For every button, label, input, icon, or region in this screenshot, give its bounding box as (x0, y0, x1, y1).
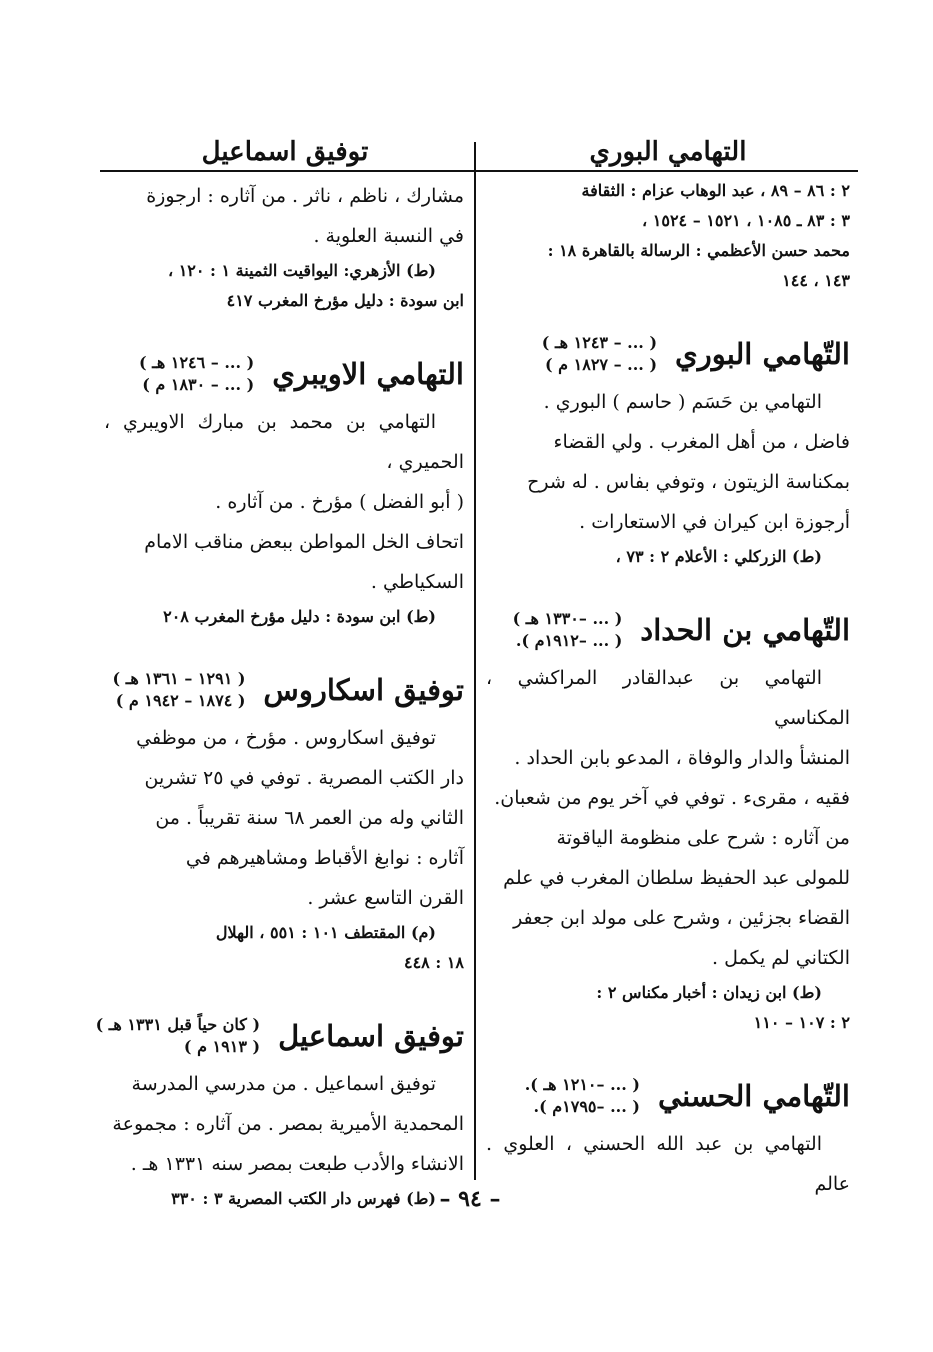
ref-line: ٢ : ٨٦ – ٨٩ ، عبد الوهاب عزام : الثقافة (581, 181, 850, 200)
entry-tawfiq-iskarus (104, 662, 464, 978)
entry-body-line: المنشأ والدار والوفاة ، المدعو بابن الحداد . (514, 747, 850, 769)
entry-body-line: أرجوزة ابن كيران في الاستعارات . (579, 511, 850, 533)
entry-ref-line: (ط) ابن زيدان : أخبار مكناس ٢ : (596, 983, 822, 1002)
entry-heading (104, 662, 464, 718)
column-divider (474, 142, 476, 1180)
entry-heading (486, 326, 850, 382)
entry-heading (95, 1008, 464, 1064)
left-column (95, 176, 464, 1214)
entry-headword: التّهامي بن الحداد (640, 613, 850, 647)
header-rule (100, 170, 858, 172)
entry-headword: التّهامي البوري (675, 337, 850, 371)
entry-heading (486, 1068, 850, 1124)
dates-hijri: ( كان حياً قبل ١٣٣١ هـ ) (95, 1015, 261, 1034)
entry-body-line: بمكناسة الزيتون ، وتوفي بفاس . له شرح (527, 471, 850, 493)
entry-body-line: الكتاني لم يكمل . (712, 947, 850, 969)
entry-ref-line: (ط) الزركلي : الأعلام ٢ : ٧٣ ، (615, 547, 822, 566)
ref-line: ابن سودة : دليل مؤرخ المغرب ٤١٧ (226, 291, 464, 310)
ref-line: (ط) الأزهري: اليواقيت الثمينة ١ : ١٢٠ ، (167, 261, 436, 280)
dates-hijri: ( ... –١٣٣٠ هـ ) (512, 609, 623, 628)
entry-body-line: توفيق اسماعيل . من مدرسي المدرسة (131, 1073, 436, 1095)
dates-gregorian: ( ... – ١٨٣٠ م ) (142, 375, 255, 394)
entry-body-line: القرن التاسع عشر . (307, 887, 464, 909)
entry-headword: التهامي الاويبري (272, 357, 464, 391)
entry-body-line: التهامي بن حَسَم ( حاسم ) البوري . (543, 391, 822, 413)
entry-headword: توفيق اسماعيل (278, 1019, 464, 1053)
entry-ref-line: (ط) ابن سودة : دليل مؤرخ المغرب ٢٠٨ (163, 607, 436, 626)
entry-body-line: آثاره : نوابغ الأقباط ومشاهيرهم في (185, 847, 464, 869)
dates-gregorian: ( ... –١٧٩٥م ). (533, 1097, 640, 1116)
entry-dates (113, 668, 246, 712)
entry-heading (104, 346, 464, 402)
running-head-left: توفيق اسماعيل (201, 137, 369, 167)
entry-heading (486, 602, 850, 658)
entry-body-line: فقيه ، مقرىء . توفي في آخر يوم من شعبان. (494, 787, 850, 809)
body-line: في النسبة العلوية . (313, 225, 464, 247)
running-head-right: التهامي البوري (589, 137, 747, 167)
entry-ref-line: ١٨ : ٤٤٨ (403, 953, 464, 972)
dates-hijri: ( ... – ١٢٤٦ هـ ) (139, 353, 255, 372)
entry-tawfiq-ismail (95, 1008, 464, 1214)
entry-dates (139, 352, 254, 396)
dates-hijri: ( ... – ١٢٤٣ هـ ) (541, 333, 658, 352)
right-column (486, 176, 850, 1204)
entry-headword: توفيق اسكاروس (263, 673, 464, 707)
continuation-refs (486, 176, 850, 296)
entry-body-line: فاضل ، من أهل المغرب . ولي القضاء (553, 431, 850, 453)
entry-dates (525, 1074, 640, 1118)
entry-tuhami-ibn-al-haddad (486, 602, 850, 1038)
dates-hijri: ( ... –١٢١٠ هـ ). (524, 1075, 640, 1094)
body-line: مشارك ، ناظم ، ناثر . من آثاره : ارجوزة (146, 185, 464, 207)
entry-body-line: توفيق اسكاروس . مؤرخ ، من موظفي (136, 727, 436, 749)
entry-tuhami-al-uwaybiri (104, 346, 464, 632)
entry-body-line: ( أبو الفضل ) مؤرخ . من آثاره . (215, 491, 464, 513)
entry-body-line: السكياطي . (370, 571, 464, 593)
dates-gregorian: ( ... –١٩١٢م ). (515, 631, 623, 650)
entry-body-line: المحمدية الأميرية بمصر . من آثاره : مجموعة (112, 1113, 464, 1135)
dates-gregorian: ( ١٩١٣ م ) (183, 1037, 261, 1056)
page-number: – ٩٤ – (439, 1186, 501, 1212)
entry-body-line: التهامي بن محمد بن مبارك الاويبري ، الحميري ، (104, 411, 464, 473)
entry-headword: التّهامي الحسني (657, 1079, 850, 1113)
dates-gregorian: ( ١٨٧٤ – ١٩٤٢ م ) (115, 691, 246, 710)
entry-ref-line: (ط) فهرس دار الكتب المصرية ٣ : ٣٣٠ (171, 1189, 436, 1208)
ref-line: ١٤٣ ، ١٤٤ (782, 271, 850, 290)
dates-hijri: ( ١٢٩١ – ١٣٦١ هـ ) (112, 669, 246, 688)
continuation-text (104, 176, 464, 316)
entry-ref-line: (م) المقتطف ١٠١ : ٥٥١ ، الهلال (215, 923, 436, 942)
entry-dates (542, 332, 657, 376)
entry-body-line: للمولى عبد الحفيظ سلطان المغرب في علم (503, 867, 850, 889)
ref-line: محمد حسن الأعظمي : الرسالة بالقاهرة ١٨ : (547, 241, 850, 260)
entry-body-line: الثاني وله من العمر ٦٨ سنة تقريباً . من (155, 807, 464, 829)
ref-line: ٣ : ٨٣ ـ ١٠٨٥ ، ١٥٢١ – ١٥٢٤ ، (642, 211, 850, 230)
entry-ref-line: ٢ : ١٠٧ – ١١٠ (753, 1013, 850, 1032)
entry-body-line: القضاء بجزئين ، وشرح على مولد ابن جعفر (513, 907, 850, 929)
entry-body-line: التهامي بن عبد الله الحسني ، العلوي . عالم (486, 1133, 850, 1195)
entry-body-line: من آثاره : شرح على منظومة الياقوتة (556, 827, 850, 849)
entry-dates (513, 608, 623, 652)
entry-body-line: الانشاء والأدب طبعت بمصر سنه ١٣٣١ هـ . (130, 1153, 464, 1175)
entry-dates (96, 1014, 261, 1058)
entry-body-line: دار الكتب المصرية . توفي في ٢٥ تشرين (144, 767, 464, 789)
entry-body-line: اتحاف الخل المواطن ببعض مناقب الامام (144, 531, 464, 553)
entry-tuhami-al-buri (486, 326, 850, 572)
entry-tuhami-al-hasani (486, 1068, 850, 1204)
dates-gregorian: ( ... – ١٨٢٧ م ) (545, 355, 658, 374)
entry-body-line: التهامي بن عبدالقادر المراكشي ، المكناسي (486, 667, 850, 729)
